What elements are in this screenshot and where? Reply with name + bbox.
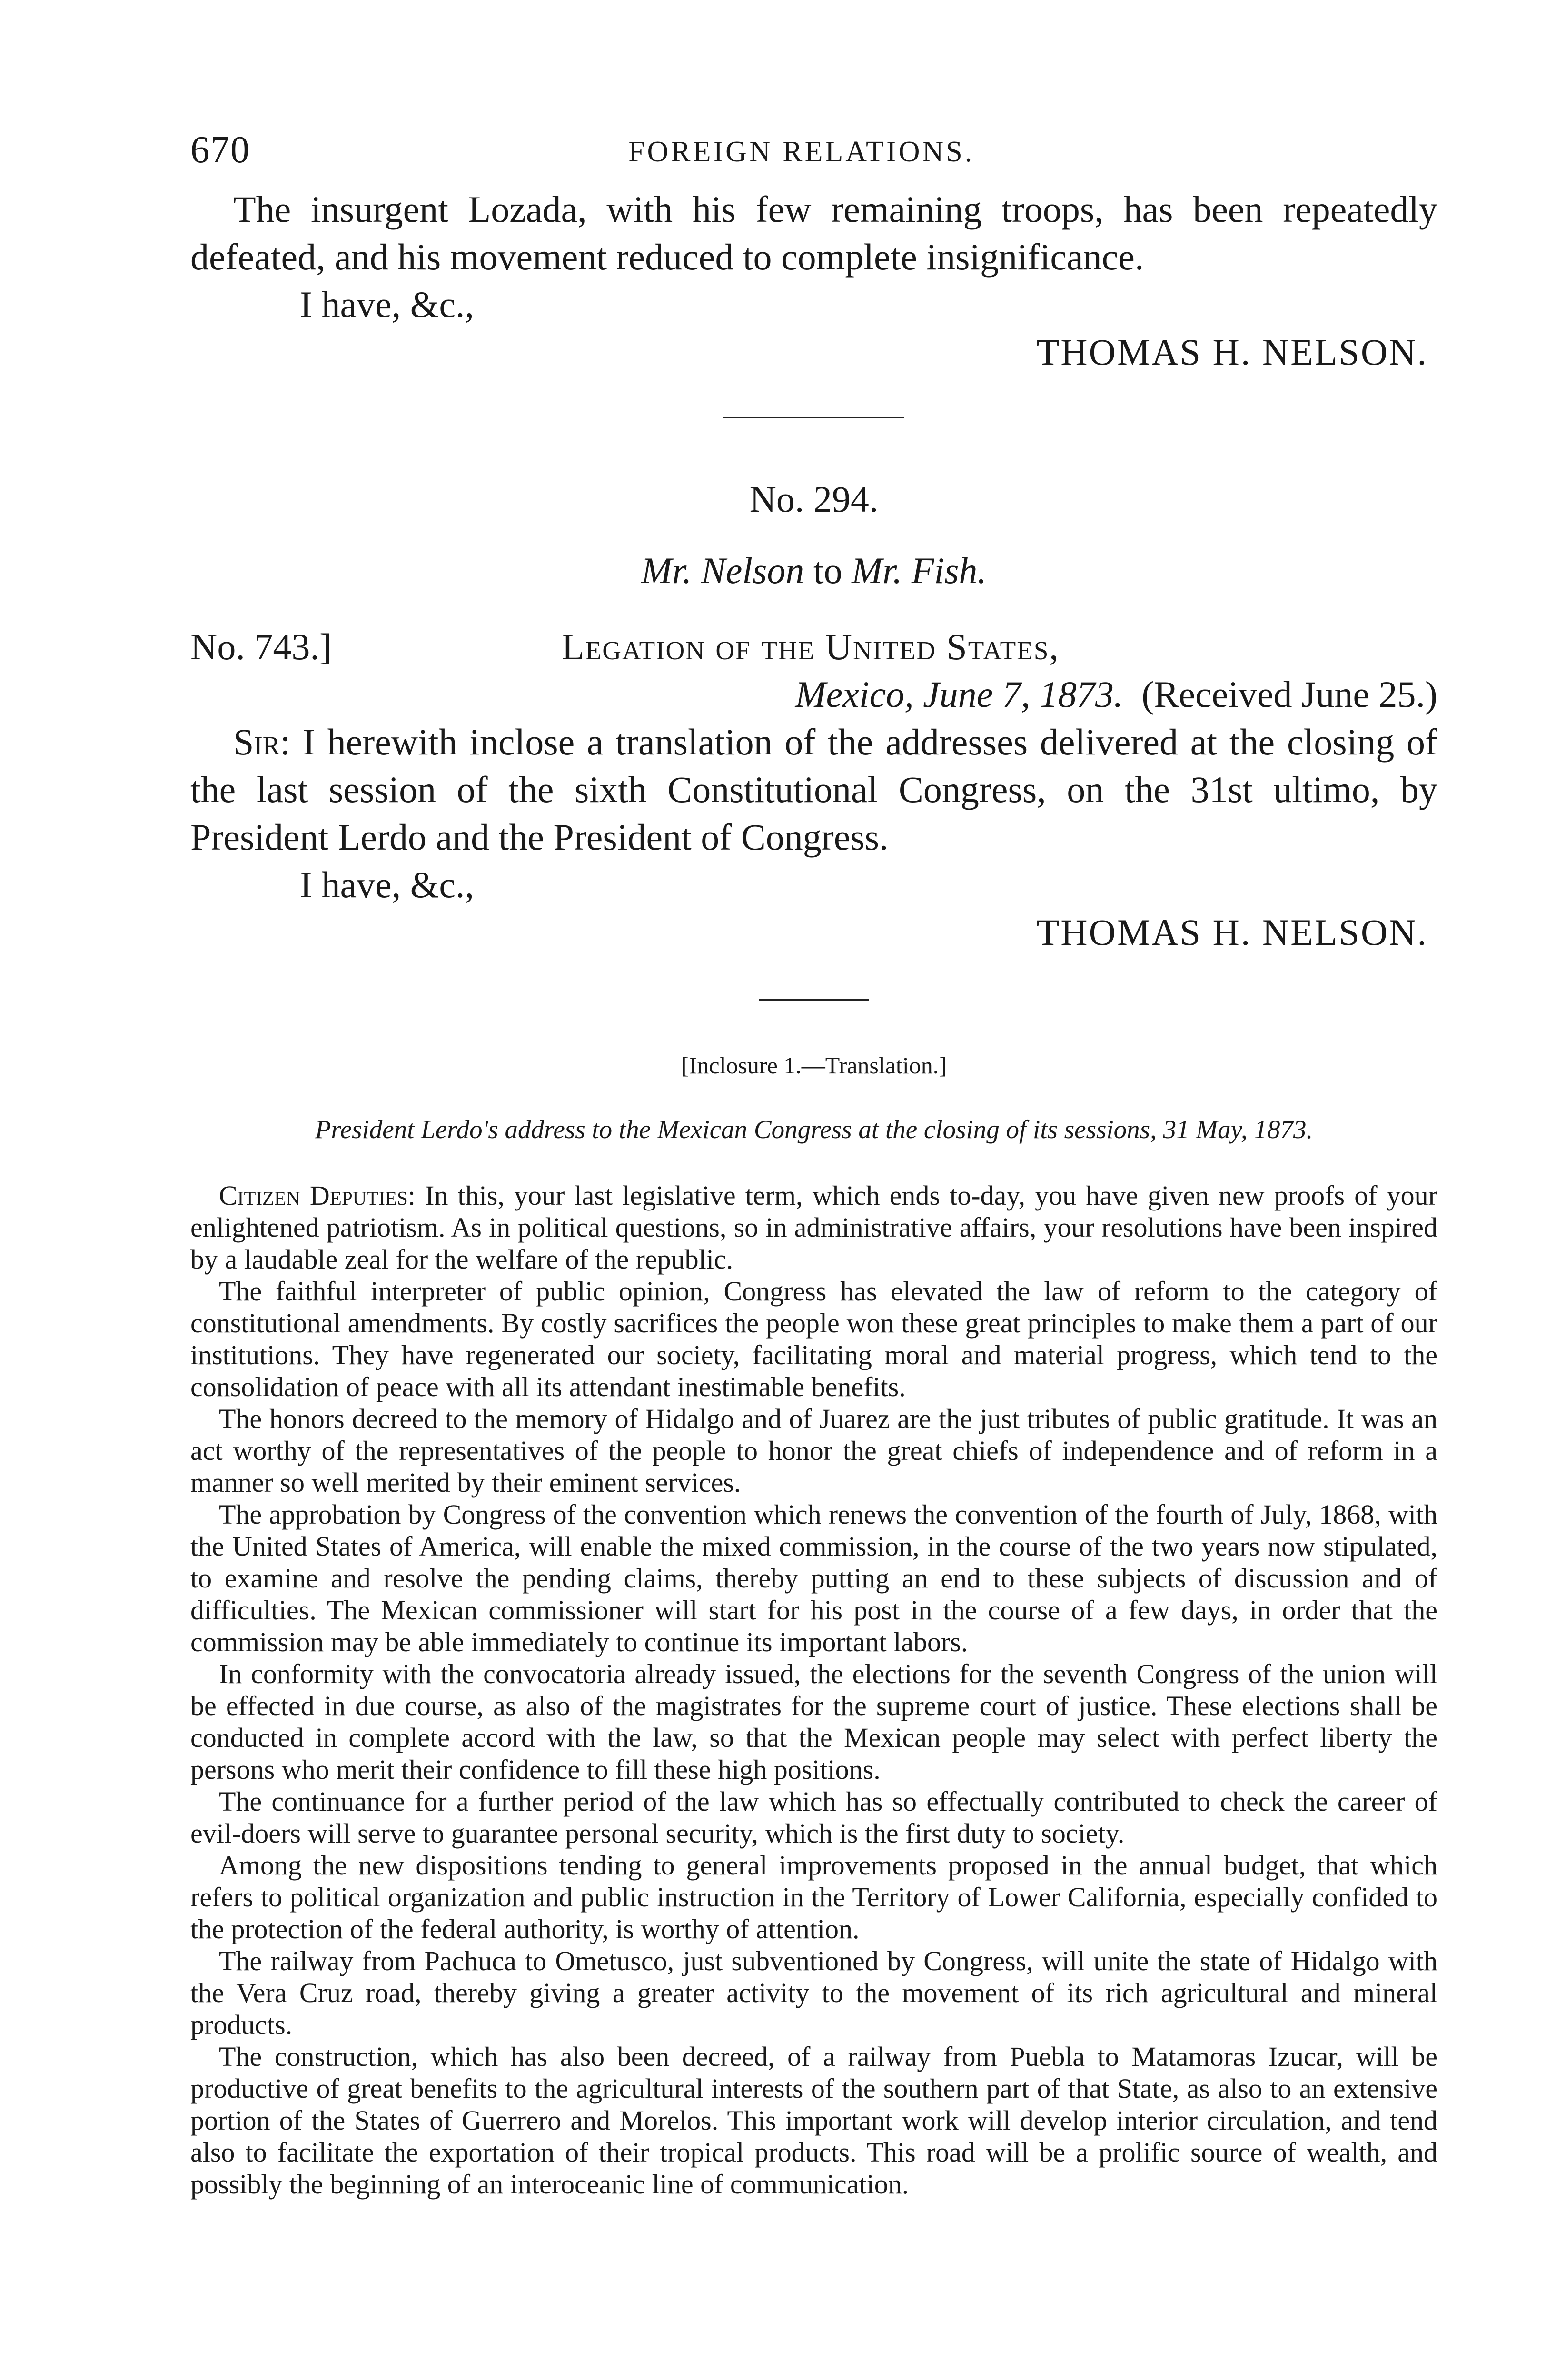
page-number: 670 — [190, 129, 250, 171]
address-salutation: Citizen Deputies: — [219, 1180, 416, 1211]
prior-letter-closing: I have, &c., — [300, 284, 475, 325]
address-paragraph-text: In this, your last legislative term, which ends to-day, you have given new proofs of your enlightened patriotism. As in political questions, so in administrative affairs, your resolutions have been inspired by a laudable zeal for the welfare of the republic. — [190, 1180, 1437, 1275]
letter-signature: THOMAS H. NELSON. — [1036, 912, 1428, 953]
dateline — [190, 623, 1437, 718]
dispatch-number: No. 743.] — [190, 626, 332, 667]
address-title: President Lerdo's address to the Mexican Congress at the closing of its sessions, 31 May, 1873. — [315, 1115, 1313, 1144]
address-text — [190, 1180, 1437, 2200]
inclosure-label: [Inclosure 1.—Translation.] — [681, 1052, 947, 1079]
place-date-line — [795, 671, 1437, 718]
prior-letter-ending — [190, 186, 1437, 376]
letter-from: Mr. Nelson — [641, 550, 804, 591]
salutation: Sir: — [233, 721, 291, 763]
section-divider — [723, 416, 904, 418]
address-paragraph: The approbation by Congress of the convention which renews the convention of the fourth of July, 1868, with the United States of America, will enable the mixed commission, in the course of the two years now stipulated, to examine and resolve the pending claims, thereby putting an end to these subjects of discussion and of difficulties. The Mexican commissioner will start for his post in the course of a few days, in order that the commission may be able immediately to continue its important labors. — [190, 1499, 1437, 1657]
legation-line: Legation of the United States, — [562, 626, 1060, 667]
prior-letter-text: The insurgent Lozada, with his few remaining troops, has been repeatedly defeated, and his movement reduced to complete insignificance. — [190, 188, 1437, 278]
address-paragraph: The railway from Pachuca to Ometusco, just subventioned by Congress, will unite the state of Hidalgo with the Vera Cruz road, thereby giving a greater activity to the movement of its rich agricultural and mineral products. — [190, 1945, 1437, 2040]
running-head: FOREIGN RELATIONS. — [628, 136, 975, 168]
letter-body — [190, 718, 1437, 956]
address-paragraph: The construction, which has also been decreed, of a railway from Puebla to Matamoras Izucar, will be productive of great benefits to the agricultural interests of the southern part of that State, as also to an extensive portion of the States of Guerrero and Morelos. This important work will develop interior circulation, and tend also to facilitate the exportation of their tropical products. This road will be a prolific source of wealth, and possibly the beginning of an interoceanic line of communication. — [190, 2041, 1437, 2200]
address-paragraph — [190, 1180, 1437, 1275]
letter-connector: to — [813, 550, 842, 591]
section-divider — [759, 999, 869, 1001]
letter-to: Mr. Fish. — [852, 550, 987, 591]
address-paragraph: The faithful interpreter of public opinion, Congress has elevated the law of reform to the category of constitutional amendments. By costly sacrifices the people won these great principles to make them a part of our institutions. They have regenerated our society, facilitating moral and material progress, which tend to the consolidation of peace with all its attendant inestimable benefits. — [190, 1276, 1437, 1402]
address-paragraph: The honors decreed to the memory of Hidalgo and of Juarez are the just tributes of public gratitude. It was an act worthy of the representatives of the people to honor the great chiefs of independence and of reform in a manner so well merited by their eminent services. — [190, 1403, 1437, 1498]
address-paragraph: Among the new dispositions tending to general improvements proposed in the annual budget, that which refers to political organization and public instruction in the Territory of Lower California, especially confided to the protection of the federal authority, is worthy of attention. — [190, 1850, 1437, 1944]
page-header — [190, 129, 1437, 181]
place-date: Mexico, June 7, 1873. — [795, 674, 1123, 715]
document-number: No. 294. — [749, 478, 879, 520]
letter-heading — [190, 547, 1437, 595]
prior-letter-signature: THOMAS H. NELSON. — [1036, 331, 1428, 373]
letter-closing: I have, &c., — [300, 864, 475, 905]
address-paragraph: The continuance for a further period of the law which has so effectually contributed to check the career of evil-doers will serve to guarantee personal security, which is the first duty to society. — [190, 1786, 1437, 1849]
page — [190, 129, 1437, 2200]
body-text: I herewith inclose a translation of the addresses delivered at the closing of the last session of the sixth Constitutional Congress, on the 31st ultimo, by President Lerdo and the President of Congress. — [190, 721, 1438, 858]
address-paragraph: In conformity with the convocatoria already issued, the elections for the seventh Congress of the union will be effected in due course, as also of the magistrates for the supreme court of justice. These elections shall be conducted in complete accord with the law, so that the Mexican people may select with perfect liberty the persons who merit their confidence to fill these high positions. — [190, 1658, 1437, 1785]
received-date: (Received June 25.) — [1141, 674, 1437, 715]
letter-body-text — [190, 718, 1437, 861]
